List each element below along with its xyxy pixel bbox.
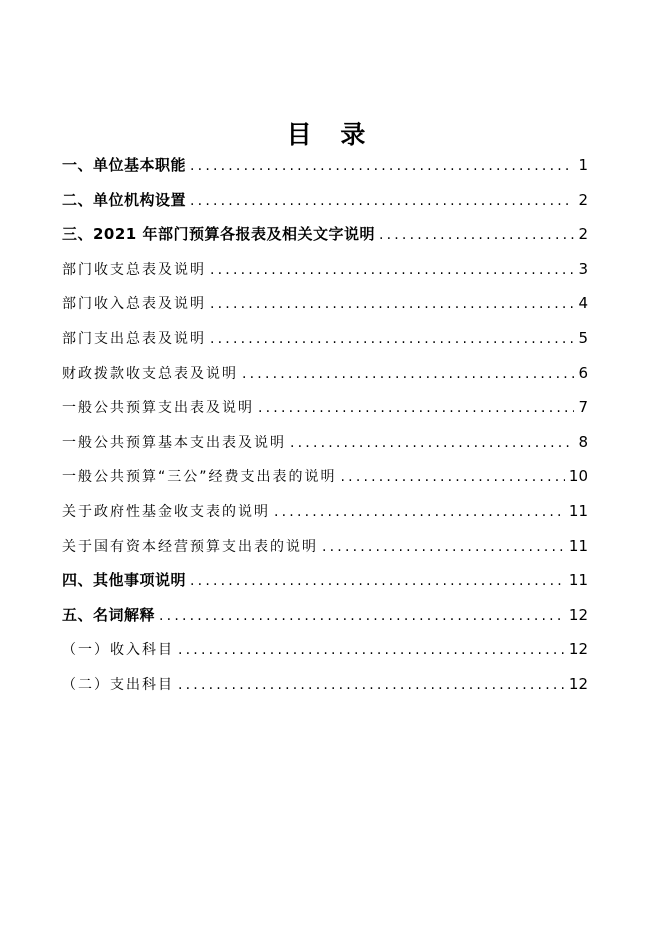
table-of-contents	[62, 148, 588, 702]
dot-leader	[274, 495, 565, 530]
toc-entry-2[interactable]	[62, 183, 588, 218]
dot-leader	[341, 460, 565, 495]
dot-leader	[379, 218, 574, 253]
toc-page-number: 8	[578, 432, 588, 451]
dot-leader	[178, 633, 565, 668]
toc-entry-label: 二、单位机构设置	[62, 190, 187, 209]
toc-page-number: 7	[578, 398, 588, 417]
dot-leader	[159, 599, 565, 634]
toc-entry-label: 部门收支总表及说明	[62, 261, 206, 278]
toc-entry-6[interactable]	[62, 321, 588, 356]
toc-entry-5[interactable]	[62, 286, 588, 321]
toc-entry-9[interactable]	[62, 425, 588, 460]
toc-page-number: 11	[568, 501, 588, 520]
toc-entry-13[interactable]	[62, 563, 588, 598]
toc-page-number: 2	[578, 190, 588, 209]
toc-entry-14[interactable]	[62, 598, 588, 633]
toc-page-number: 5	[578, 328, 588, 347]
toc-entry-label: 四、其他事项说明	[62, 571, 187, 590]
toc-page-number: 12	[568, 674, 588, 693]
toc-entry-label: 一般公共预算基本支出表及说明	[62, 434, 286, 451]
toc-page-number: 11	[568, 571, 588, 590]
toc-entry-label: 一般公共预算“三公”经费支出表的说明	[62, 469, 337, 486]
toc-entry-label: 关于国有资本经营预算支出表的说明	[62, 538, 318, 555]
toc-entry-label: （一）收入科目	[62, 642, 174, 659]
dot-leader	[190, 149, 574, 184]
toc-entry-label: 三、2021 年部门预算各报表及相关文字说明	[62, 225, 375, 244]
toc-entry-4[interactable]	[62, 252, 588, 287]
toc-page-number: 10	[568, 467, 588, 486]
toc-entry-12[interactable]	[62, 529, 588, 564]
toc-page-number: 4	[578, 294, 588, 313]
dot-leader	[190, 184, 574, 219]
toc-entry-label: 关于政府性基金收支表的说明	[62, 503, 270, 520]
dot-leader	[258, 391, 574, 426]
toc-entry-label: 一、单位基本职能	[62, 156, 187, 174]
dot-leader	[178, 668, 565, 703]
dot-leader	[210, 287, 574, 322]
toc-page-number: 3	[578, 259, 588, 278]
toc-entry-16[interactable]	[62, 667, 588, 702]
toc-page-number: 11	[568, 536, 588, 555]
toc-page-number: 1	[578, 156, 588, 174]
dot-leader	[190, 564, 565, 599]
toc-page-number: 6	[578, 363, 588, 382]
toc-page-number: 12	[568, 605, 588, 624]
toc-entry-label: （二）支出科目	[62, 676, 174, 693]
dot-leader	[210, 322, 574, 357]
dot-leader	[290, 426, 574, 461]
toc-page-number: 12	[568, 640, 588, 659]
toc-entry-label: 部门收入总表及说明	[62, 296, 206, 313]
toc-entry-7[interactable]	[62, 356, 588, 391]
toc-entry-label: 财政拨款收支总表及说明	[62, 365, 238, 382]
toc-entry-label: 五、名词解释	[62, 605, 156, 624]
toc-entry-11[interactable]	[62, 494, 588, 529]
toc-entry-10[interactable]	[62, 459, 588, 494]
toc-page-number: 2	[578, 225, 588, 244]
dot-leader	[210, 253, 574, 288]
toc-entry-15[interactable]	[62, 632, 588, 667]
toc-title: 目 录	[286, 120, 376, 149]
toc-entry-1[interactable]	[62, 148, 588, 183]
toc-entry-3[interactable]	[62, 217, 588, 252]
toc-entry-8[interactable]	[62, 390, 588, 425]
toc-entry-label: 一般公共预算支出表及说明	[62, 400, 254, 417]
toc-entry-label: 部门支出总表及说明	[62, 330, 206, 347]
dot-leader	[322, 530, 565, 565]
dot-leader	[242, 357, 574, 392]
